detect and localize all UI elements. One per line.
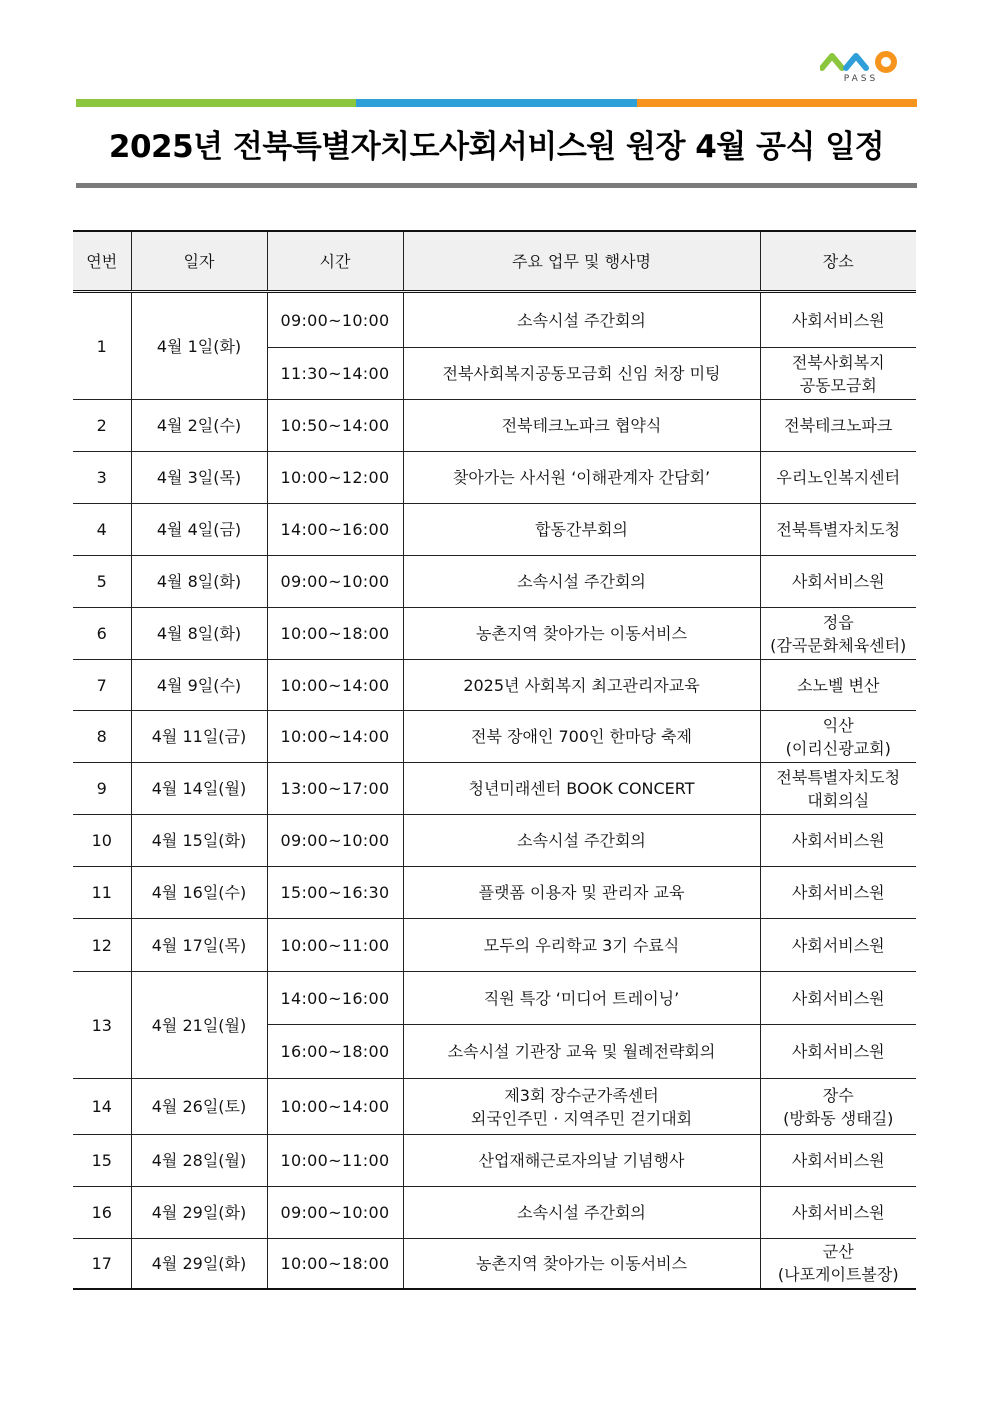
row-no: 11 <box>73 867 131 919</box>
row-date: 4월 8일(화) <box>131 608 267 660</box>
row-date: 4월 28일(월) <box>131 1135 267 1187</box>
place-line-1: 전북사회복지 <box>791 352 885 372</box>
row-time: 10:00~18:00 <box>267 608 403 660</box>
table-row <box>73 452 916 504</box>
row-no: 3 <box>73 452 131 504</box>
place-line-2: (방화동 생태길) <box>783 1108 894 1128</box>
row-no: 16 <box>73 1187 131 1239</box>
title-divider <box>76 183 917 188</box>
row-event: 소속시설 기관장 교육 및 월례전략회의 <box>403 1025 760 1079</box>
row-place: 사회서비스원 <box>760 919 916 972</box>
row-time: 15:00~16:30 <box>267 867 403 919</box>
row-date: 4월 17일(목) <box>131 919 267 972</box>
table-row <box>73 400 916 452</box>
place-line-2: (이리신광교회) <box>785 738 891 758</box>
row-no: 15 <box>73 1135 131 1187</box>
color-bar-green <box>76 99 356 107</box>
row-place <box>760 1239 916 1289</box>
event-line-1: 제3회 장수군가족센터 <box>504 1085 659 1105</box>
row-event: 모두의 우리학교 3기 수료식 <box>403 919 760 972</box>
row-date: 4월 29일(화) <box>131 1239 267 1289</box>
row-date: 4월 9일(수) <box>131 660 267 711</box>
row-event: 찾아가는 사서원 ‘이해관계자 간담회’ <box>403 452 760 504</box>
row-date: 4월 11일(금) <box>131 711 267 763</box>
table-row <box>73 292 916 348</box>
row-event: 2025년 사회복지 최고관리자교육 <box>403 660 760 711</box>
row-date: 4월 1일(화) <box>131 292 267 400</box>
table-row <box>73 711 916 763</box>
row-no: 4 <box>73 504 131 556</box>
row-date: 4월 4일(금) <box>131 504 267 556</box>
table-row <box>73 556 916 608</box>
row-no: 10 <box>73 815 131 867</box>
table-row <box>73 660 916 711</box>
schedule-table <box>73 230 916 1290</box>
header-event: 주요 업무 및 행사명 <box>403 231 760 292</box>
table-row <box>73 763 916 815</box>
row-place: 사회서비스원 <box>760 556 916 608</box>
row-event: 소속시설 주간회의 <box>403 292 760 348</box>
row-date: 4월 15일(화) <box>131 815 267 867</box>
row-time: 14:00~16:00 <box>267 504 403 556</box>
header-color-bar <box>76 99 917 107</box>
place-line-1: 정읍 <box>822 612 854 632</box>
row-place: 사회서비스원 <box>760 972 916 1025</box>
header-date: 일자 <box>131 231 267 292</box>
table-row <box>73 608 916 660</box>
row-place <box>760 711 916 763</box>
row-event: 청년미래센터 BOOK CONCERT <box>403 763 760 815</box>
row-no: 17 <box>73 1239 131 1289</box>
row-event: 전북사회복지공동모금회 신임 처장 미팅 <box>403 348 760 400</box>
row-time: 09:00~10:00 <box>267 815 403 867</box>
pass-logo-icon <box>820 50 902 76</box>
row-event: 합동간부회의 <box>403 504 760 556</box>
event-line-2: 외국인주민 · 지역주민 걷기대회 <box>470 1108 693 1128</box>
header-time: 시간 <box>267 231 403 292</box>
place-line-2: 대회의실 <box>807 790 870 810</box>
row-time: 10:00~11:00 <box>267 919 403 972</box>
header-place: 장소 <box>760 231 916 292</box>
row-time: 10:00~14:00 <box>267 1079 403 1135</box>
table-row <box>73 504 916 556</box>
row-no: 9 <box>73 763 131 815</box>
row-event: 농촌지역 찾아가는 이동서비스 <box>403 1239 760 1289</box>
row-date: 4월 26일(토) <box>131 1079 267 1135</box>
row-date: 4월 16일(수) <box>131 867 267 919</box>
place-line-1: 익산 <box>822 715 854 735</box>
place-line-1: 군산 <box>822 1242 854 1262</box>
row-event: 직원 특강 ‘미디어 트레이닝’ <box>403 972 760 1025</box>
row-no: 8 <box>73 711 131 763</box>
row-place: 사회서비스원 <box>760 1135 916 1187</box>
row-place: 전북특별자치도청 <box>760 504 916 556</box>
row-event: 전북 장애인 700인 한마당 축제 <box>403 711 760 763</box>
row-place <box>760 1079 916 1135</box>
row-no: 14 <box>73 1079 131 1135</box>
row-event: 소속시설 주간회의 <box>403 556 760 608</box>
place-line-2: (나포게이트볼장) <box>777 1265 899 1285</box>
table-row <box>73 919 916 972</box>
row-time: 11:30~14:00 <box>267 348 403 400</box>
row-no: 6 <box>73 608 131 660</box>
row-no: 5 <box>73 556 131 608</box>
row-place: 우리노인복지센터 <box>760 452 916 504</box>
row-time: 10:00~14:00 <box>267 660 403 711</box>
row-time: 13:00~17:00 <box>267 763 403 815</box>
row-place: 사회서비스원 <box>760 815 916 867</box>
place-line-2: (감곡문화체육센터) <box>770 635 907 655</box>
row-event: 농촌지역 찾아가는 이동서비스 <box>403 608 760 660</box>
row-place: 사회서비스원 <box>760 1025 916 1079</box>
row-event <box>403 1079 760 1135</box>
row-time: 14:00~16:00 <box>267 972 403 1025</box>
pass-logo <box>820 50 902 90</box>
row-event: 소속시설 주간회의 <box>403 815 760 867</box>
row-place: 사회서비스원 <box>760 292 916 348</box>
color-bar-orange <box>637 99 917 107</box>
header-no: 연번 <box>73 231 131 292</box>
row-date: 4월 14일(월) <box>131 763 267 815</box>
row-date: 4월 21일(월) <box>131 972 267 1079</box>
place-line-1: 장수 <box>822 1085 854 1105</box>
table-row <box>73 1187 916 1239</box>
row-event: 플랫폼 이용자 및 관리자 교육 <box>403 867 760 919</box>
table-row <box>73 1079 916 1135</box>
row-date: 4월 29일(화) <box>131 1187 267 1239</box>
row-date: 4월 2일(수) <box>131 400 267 452</box>
row-time: 10:00~12:00 <box>267 452 403 504</box>
row-place: 사회서비스원 <box>760 1187 916 1239</box>
row-no: 13 <box>73 972 131 1079</box>
row-no: 7 <box>73 660 131 711</box>
row-no: 12 <box>73 919 131 972</box>
row-time: 09:00~10:00 <box>267 292 403 348</box>
color-bar-blue <box>356 99 636 107</box>
row-time: 10:00~18:00 <box>267 1239 403 1289</box>
row-time: 09:00~10:00 <box>267 556 403 608</box>
row-place <box>760 348 916 400</box>
row-event: 전북테크노파크 협약식 <box>403 400 760 452</box>
row-no: 1 <box>73 292 131 400</box>
row-date: 4월 8일(화) <box>131 556 267 608</box>
place-line-2: 공동모금회 <box>799 375 877 395</box>
page-title: 2025년 전북특별자치도사회서비스원 원장 4월 공식 일정 <box>108 129 885 165</box>
row-time: 10:00~11:00 <box>267 1135 403 1187</box>
table-row <box>73 972 916 1025</box>
table-row <box>73 867 916 919</box>
place-line-1: 전북특별자치도청 <box>776 767 901 787</box>
row-place: 사회서비스원 <box>760 867 916 919</box>
table-row <box>73 1135 916 1187</box>
row-place <box>760 763 916 815</box>
table-header-row <box>73 231 916 292</box>
row-event: 소속시설 주간회의 <box>403 1187 760 1239</box>
table-row <box>73 815 916 867</box>
row-time: 10:00~14:00 <box>267 711 403 763</box>
row-place: 전북테크노파크 <box>760 400 916 452</box>
row-place: 소노벨 변산 <box>760 660 916 711</box>
row-time: 16:00~18:00 <box>267 1025 403 1079</box>
row-no: 2 <box>73 400 131 452</box>
table-row <box>73 1239 916 1289</box>
row-event: 산업재해근로자의날 기념행사 <box>403 1135 760 1187</box>
logo-text: PASS <box>843 74 879 84</box>
row-time: 10:50~14:00 <box>267 400 403 452</box>
row-place <box>760 608 916 660</box>
row-date: 4월 3일(목) <box>131 452 267 504</box>
row-time: 09:00~10:00 <box>267 1187 403 1239</box>
